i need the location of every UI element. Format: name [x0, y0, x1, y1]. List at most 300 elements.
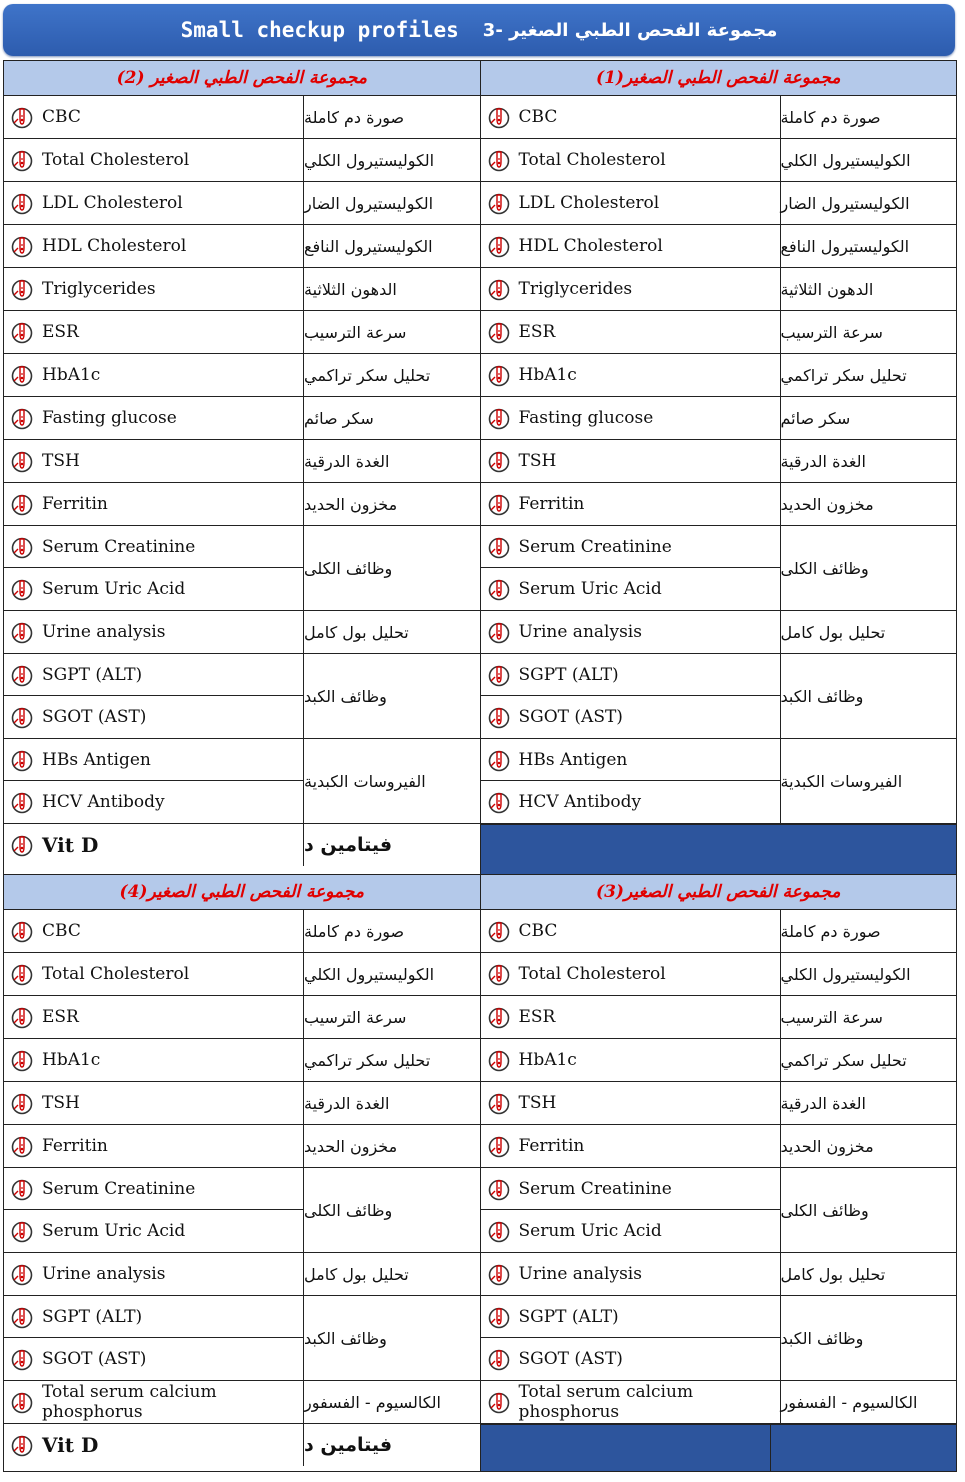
test-item — [481, 1168, 780, 1210]
test-name: Total serum calcium phosphorus — [518, 1382, 694, 1422]
table-row — [481, 483, 957, 526]
test-name: SGPT (ALT) — [518, 1306, 619, 1327]
tests-cell — [4, 953, 304, 995]
profile-2-column — [4, 61, 481, 874]
tests-cell — [4, 268, 304, 310]
profile-title: مجموعة الفحص الطبي الصغير (2) — [4, 61, 480, 96]
arabic-label: تحليل سكر تراكمي — [304, 1050, 431, 1070]
arabic-label: صورة دم كاملة — [304, 921, 405, 941]
test-name: Urine analysis — [518, 1264, 642, 1284]
tests-cell — [481, 611, 781, 653]
test-item — [4, 483, 303, 525]
test-name: ESR — [42, 322, 79, 342]
test-name: Total Cholesterol — [518, 150, 666, 170]
table-row — [481, 526, 957, 611]
test-name: SGOT (AST) — [42, 1349, 147, 1369]
test-item — [4, 696, 303, 738]
table-row — [4, 824, 480, 866]
arabic-label: الفيروسات الكبدية — [304, 771, 426, 791]
profile-title: مجموعة الفحص الطبي الصغير(4) — [4, 875, 480, 910]
tests-cell — [4, 354, 304, 396]
test-tube-icon — [487, 748, 511, 772]
test-tube-icon — [487, 234, 511, 258]
test-item — [4, 225, 303, 267]
test-tube-icon — [10, 790, 34, 814]
test-item — [481, 1381, 780, 1423]
test-item — [4, 1039, 303, 1081]
test-name: SGOT (AST) — [518, 1349, 623, 1369]
test-name: HDL Cholesterol — [42, 236, 187, 256]
test-item — [481, 1039, 780, 1081]
table-row — [4, 1424, 480, 1466]
test-tube-icon — [10, 1262, 34, 1286]
test-name: SGPT (ALT) — [42, 664, 143, 685]
tests-cell — [481, 996, 781, 1038]
tests-cell — [481, 1082, 781, 1124]
table-row — [481, 1168, 957, 1253]
test-name: CBC — [42, 107, 81, 127]
test-tube-icon — [10, 191, 34, 215]
test-name: Urine analysis — [518, 622, 642, 642]
table-row — [481, 397, 957, 440]
table-row — [481, 1039, 957, 1082]
test-tube-icon — [10, 1433, 34, 1457]
table-row — [481, 996, 957, 1039]
test-tube-icon — [10, 577, 34, 601]
arabic-label: تحليل بول كامل — [780, 622, 886, 642]
test-item — [4, 397, 303, 439]
test-item — [4, 1296, 303, 1338]
test-item — [4, 654, 303, 696]
table-row — [4, 654, 480, 739]
arabic-label: الكوليستيرول الضار — [304, 193, 434, 213]
test-name: CBC — [42, 921, 81, 941]
test-tube-icon — [10, 1347, 34, 1371]
test-name: SGPT (ALT) — [518, 664, 619, 685]
test-name: Serum Uric Acid — [42, 579, 186, 599]
arabic-label: صورة دم كاملة — [780, 107, 881, 127]
arabic-label: الكوليستيرول الكلي — [304, 150, 435, 170]
test-tube-icon — [487, 1262, 511, 1286]
arabic-label: وظائف الكلى — [780, 1200, 869, 1220]
test-name: Urine analysis — [42, 622, 166, 642]
arabic-label: الغدة الدرقية — [304, 451, 390, 471]
banner-title-ar: 3- مجموعة الفحص الطبي الصغير — [482, 19, 778, 41]
test-item — [4, 824, 303, 866]
table-row — [481, 953, 957, 996]
test-item — [481, 397, 780, 439]
test-item — [4, 739, 303, 781]
table-row — [4, 225, 480, 268]
test-name: CBC — [518, 921, 558, 941]
arabic-label: الغدة الدرقية — [780, 451, 866, 471]
arabic-label: صورة دم كاملة — [780, 921, 881, 941]
arabic-label: وظائف الكبد — [780, 686, 864, 706]
arabic-label: الكوليستيرول الكلي — [780, 150, 911, 170]
table-row — [4, 268, 480, 311]
test-name: Total Cholesterol — [42, 150, 190, 170]
test-name: HCV Antibody — [42, 792, 165, 812]
test-name: Urine analysis — [42, 1264, 166, 1284]
table-row — [4, 139, 480, 182]
test-tube-icon — [487, 277, 511, 301]
tests-cell — [4, 1125, 304, 1167]
table-row — [4, 1039, 480, 1082]
test-tube-icon — [10, 234, 34, 258]
test-name: Serum Creatinine — [42, 536, 196, 557]
tests-cell — [4, 483, 304, 525]
arabic-label: الكوليستيرول الضار — [780, 193, 910, 213]
test-tube-icon — [487, 577, 511, 601]
test-tube-icon — [10, 1005, 34, 1029]
arabic-label: تحليل سكر تراكمي — [304, 365, 431, 385]
test-item — [4, 1253, 303, 1295]
test-name: Fasting glucose — [42, 408, 177, 428]
test-name: Triglycerides — [518, 279, 633, 299]
test-name: HbA1c — [518, 1050, 577, 1070]
profile-title: مجموعة الفحص الطبي الصغير(1) — [481, 61, 957, 96]
test-name: Serum Uric Acid — [518, 579, 662, 599]
test-item — [4, 1210, 303, 1252]
arabic-label: وظائف الكلى — [304, 1200, 393, 1220]
tests-cell — [4, 526, 304, 610]
tests-cell — [4, 910, 304, 952]
table-row — [4, 96, 480, 139]
test-tube-icon — [487, 663, 511, 687]
test-item — [4, 1424, 303, 1466]
banner-title-en: Small checkup profiles — [180, 18, 459, 42]
table-row — [4, 483, 480, 526]
table-row — [481, 1381, 957, 1424]
tests-cell — [481, 354, 781, 396]
table-row — [481, 1125, 957, 1168]
tests-cell — [4, 1424, 304, 1466]
test-tube-icon — [10, 962, 34, 986]
test-item — [4, 311, 303, 353]
tests-cell — [481, 1125, 781, 1167]
test-tube-icon — [487, 1177, 511, 1201]
test-tube-icon — [10, 1305, 34, 1329]
test-name: Total Cholesterol — [518, 964, 666, 984]
empty-cell-left — [481, 1425, 771, 1471]
test-name: TSH — [42, 1093, 80, 1113]
tests-cell — [481, 268, 781, 310]
test-item — [481, 526, 780, 568]
table-row — [481, 1253, 957, 1296]
test-tube-icon — [487, 919, 511, 943]
test-tube-icon — [487, 1048, 511, 1072]
tests-cell — [481, 654, 781, 738]
test-tube-icon — [10, 535, 34, 559]
test-tube-icon — [487, 1390, 511, 1414]
test-item — [481, 225, 780, 267]
tests-cell — [481, 182, 781, 224]
arabic-label: تحليل سكر تراكمي — [780, 1050, 907, 1070]
test-item — [481, 568, 780, 610]
arabic-label: الكوليستيرول الكلي — [780, 964, 911, 984]
test-tube-icon — [487, 705, 511, 729]
arabic-label: تحليل بول كامل — [780, 1264, 886, 1284]
tests-cell — [481, 440, 781, 482]
arabic-label: فيتامين د — [304, 1434, 393, 1456]
test-name: LDL Cholesterol — [42, 193, 183, 213]
test-item — [4, 781, 303, 823]
table-row — [4, 611, 480, 654]
arabic-label: فيتامين د — [304, 834, 393, 856]
test-item — [481, 996, 780, 1038]
tests-cell — [481, 953, 781, 995]
arabic-label: تحليل سكر تراكمي — [780, 365, 907, 385]
test-name: HDL Cholesterol — [518, 236, 663, 256]
table-row — [4, 1381, 480, 1424]
test-tube-icon — [487, 790, 511, 814]
test-item — [481, 781, 780, 823]
tests-cell — [4, 397, 304, 439]
test-name: LDL Cholesterol — [518, 193, 660, 213]
test-tube-icon — [487, 105, 511, 129]
test-tube-icon — [487, 1091, 511, 1115]
test-item — [481, 1253, 780, 1295]
table-row — [481, 654, 957, 739]
table-row — [4, 739, 480, 824]
test-item — [481, 483, 780, 525]
test-name: Vit D — [42, 1433, 99, 1457]
table-row — [481, 1082, 957, 1125]
test-item — [481, 96, 780, 138]
tests-cell — [4, 739, 304, 823]
tests-cell — [4, 440, 304, 482]
test-item — [4, 526, 303, 568]
arabic-label: الدهون الثلاثية — [304, 279, 397, 299]
arabic-label: سكر صائم — [780, 408, 851, 428]
test-item — [4, 182, 303, 224]
test-item — [4, 440, 303, 482]
test-tube-icon — [10, 663, 34, 687]
table-row — [4, 1296, 480, 1381]
test-name: HCV Antibody — [518, 792, 642, 812]
empty-cell — [481, 1424, 957, 1471]
table-row — [4, 1082, 480, 1125]
test-name: SGPT (ALT) — [42, 1306, 143, 1327]
test-name: Ferritin — [518, 1136, 585, 1156]
tests-cell — [4, 96, 304, 138]
table-row — [4, 1168, 480, 1253]
test-item — [481, 182, 780, 224]
test-item — [4, 1381, 303, 1423]
test-name: SGOT (AST) — [42, 707, 147, 727]
tests-cell — [4, 1253, 304, 1295]
tests-cell — [481, 1296, 781, 1380]
test-tube-icon — [487, 535, 511, 559]
arabic-label: الكوليستيرول النافع — [780, 236, 910, 256]
arabic-label: وظائف الكلى — [304, 558, 393, 578]
tests-cell — [481, 225, 781, 267]
tests-cell — [481, 1168, 781, 1252]
test-name: Fasting glucose — [518, 408, 654, 428]
test-tube-icon — [10, 620, 34, 644]
tests-cell — [481, 739, 781, 823]
test-item — [481, 739, 780, 781]
test-name: TSH — [42, 451, 80, 471]
test-tube-icon — [487, 1005, 511, 1029]
tests-cell — [4, 182, 304, 224]
test-name: Total serum calcium phosphorus — [42, 1382, 217, 1422]
arabic-label: الغدة الدرقية — [780, 1093, 866, 1113]
test-item — [4, 1125, 303, 1167]
test-tube-icon — [10, 148, 34, 172]
tests-cell — [481, 1253, 781, 1295]
arabic-label: الكوليستيرول النافع — [304, 236, 433, 256]
table-row — [481, 225, 957, 268]
test-tube-icon — [10, 1390, 34, 1414]
test-tube-icon — [10, 705, 34, 729]
test-tube-icon — [487, 148, 511, 172]
table-row — [481, 440, 957, 483]
tests-cell — [481, 483, 781, 525]
tests-cell — [4, 1168, 304, 1252]
page-banner — [3, 4, 955, 56]
test-name: Serum Creatinine — [518, 536, 672, 557]
test-item — [481, 139, 780, 181]
tests-cell — [4, 1039, 304, 1081]
test-tube-icon — [487, 191, 511, 215]
table-row — [4, 1125, 480, 1168]
table-row — [481, 311, 957, 354]
test-name: Ferritin — [518, 494, 585, 514]
arabic-label: الكوليستيرول الكلي — [304, 964, 435, 984]
test-tube-icon — [10, 1219, 34, 1243]
arabic-label: مخزون الحديد — [780, 494, 874, 514]
test-item — [4, 953, 303, 995]
test-item — [481, 953, 780, 995]
test-tube-icon — [10, 277, 34, 301]
test-item — [481, 1338, 780, 1380]
test-name: SGOT (AST) — [518, 707, 623, 727]
test-item — [481, 696, 780, 738]
tests-cell — [481, 1381, 781, 1423]
test-tube-icon — [487, 363, 511, 387]
table-row — [481, 354, 957, 397]
arabic-label: الفيروسات الكبدية — [780, 771, 903, 791]
table-row — [481, 96, 957, 139]
test-name: HBs Antigen — [518, 749, 628, 770]
test-name: ESR — [518, 1007, 556, 1027]
arabic-label: مخزون الحديد — [304, 1136, 398, 1156]
table-row — [4, 910, 480, 953]
test-item — [4, 1338, 303, 1380]
test-name: CBC — [518, 107, 558, 127]
test-tube-icon — [10, 449, 34, 473]
arabic-label: تحليل بول كامل — [304, 622, 409, 642]
test-tube-icon — [487, 1134, 511, 1158]
test-tube-icon — [487, 962, 511, 986]
table-row — [481, 268, 957, 311]
test-item — [481, 440, 780, 482]
arabic-label: الكالسيوم - الفسفور — [304, 1392, 441, 1412]
test-name: HBs Antigen — [42, 749, 151, 770]
arabic-label: سرعة الترسيب — [780, 322, 883, 342]
arabic-label: الدهون الثلاثية — [780, 279, 874, 299]
tests-cell — [4, 611, 304, 653]
test-item — [481, 910, 780, 952]
test-item — [481, 1210, 780, 1252]
arabic-label: صورة دم كاملة — [304, 107, 405, 127]
test-name: Serum Creatinine — [42, 1178, 196, 1199]
tests-cell — [4, 1082, 304, 1124]
test-item — [4, 268, 303, 310]
tests-cell — [481, 397, 781, 439]
test-tube-icon — [10, 1177, 34, 1201]
test-tube-icon — [10, 1048, 34, 1072]
table-row — [4, 526, 480, 611]
test-name: HbA1c — [518, 365, 577, 385]
test-name: HbA1c — [42, 365, 101, 385]
arabic-label: سكر صائم — [304, 408, 374, 428]
table-row — [4, 182, 480, 225]
test-item — [481, 354, 780, 396]
arabic-label: الكالسيوم - الفسفور — [780, 1392, 918, 1412]
test-tube-icon — [10, 919, 34, 943]
test-name: Serum Creatinine — [518, 1178, 672, 1199]
table-row — [481, 139, 957, 182]
test-name: Serum Uric Acid — [42, 1221, 186, 1241]
test-tube-icon — [10, 833, 34, 857]
table-row — [4, 354, 480, 397]
test-tube-icon — [10, 320, 34, 344]
empty-cell-right — [771, 1425, 957, 1471]
tests-cell — [4, 824, 304, 866]
test-name: Serum Uric Acid — [518, 1221, 662, 1241]
tests-cell — [481, 526, 781, 610]
test-tube-icon — [487, 449, 511, 473]
table-row — [481, 611, 957, 654]
test-item — [481, 311, 780, 353]
profile-4-column — [4, 875, 481, 1471]
test-tube-icon — [487, 320, 511, 344]
table-row — [481, 910, 957, 953]
tests-cell — [4, 996, 304, 1038]
test-item — [481, 611, 780, 653]
test-tube-icon — [10, 748, 34, 772]
tests-cell — [4, 139, 304, 181]
test-name: ESR — [42, 1007, 79, 1027]
arabic-label: وظائف الكلى — [780, 558, 869, 578]
table-row — [4, 1253, 480, 1296]
tests-cell — [4, 1381, 304, 1423]
arabic-label: سرعة الترسيب — [780, 1007, 883, 1027]
test-item — [4, 996, 303, 1038]
test-tube-icon — [10, 1091, 34, 1115]
table-row — [4, 996, 480, 1039]
test-item — [4, 139, 303, 181]
table-row — [481, 182, 957, 225]
test-item — [481, 654, 780, 696]
test-item — [4, 611, 303, 653]
arabic-label: سرعة الترسيب — [304, 1007, 407, 1027]
test-name: TSH — [518, 451, 557, 471]
test-tube-icon — [10, 1134, 34, 1158]
arabic-label: وظائف الكبد — [304, 1328, 387, 1348]
test-item — [4, 96, 303, 138]
test-name: HbA1c — [42, 1050, 101, 1070]
test-item — [4, 568, 303, 610]
test-tube-icon — [10, 492, 34, 516]
test-item — [481, 1125, 780, 1167]
test-tube-icon — [10, 105, 34, 129]
test-item — [4, 910, 303, 952]
test-tube-icon — [487, 620, 511, 644]
test-item — [4, 1168, 303, 1210]
